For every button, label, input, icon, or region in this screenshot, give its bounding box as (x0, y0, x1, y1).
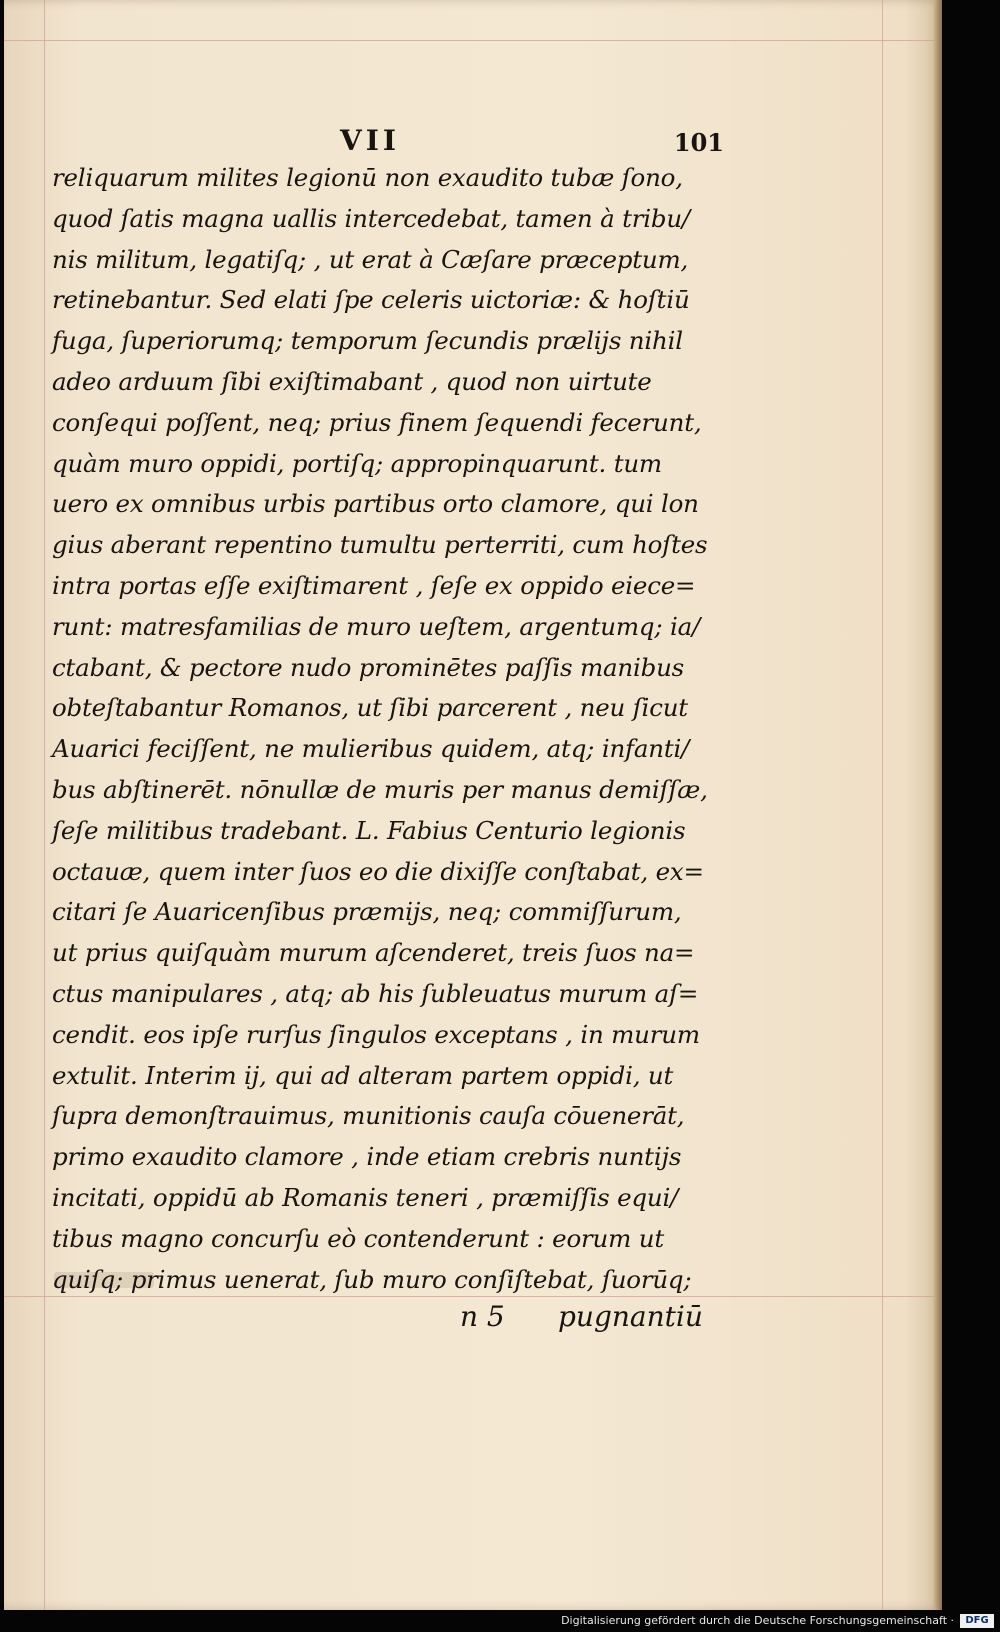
ruled-line-left (44, 0, 45, 1610)
running-head: VII (340, 124, 400, 157)
ruled-line-right (882, 0, 883, 1610)
text-line: gius aberant repentino tumultu perterriti, cum hoſtes (52, 530, 708, 560)
text-line: conſequi poſſent, neq; prius finem ſequendi fecerunt, (52, 407, 702, 437)
text-line: bus abſtinerēt. nōnullæ de muris per manus demiſſæ, (52, 774, 708, 804)
text-block (52, 124, 732, 1342)
funding-text: Digitalisierung gefördert durch die Deutsche Forschungsgemeinschaft · (561, 1614, 954, 1627)
text-line: nis militum, legatiſq; , ut erat à Cæſare præceptum, (52, 244, 689, 274)
text-line: primo exaudito clamore , inde etiam crebris nuntijs (52, 1142, 682, 1172)
text-line: adeo arduum ſibi exiſtimabant , quod non uirtute (52, 366, 652, 396)
text-line: fuga, ſuperiorumq; temporum ſecundis prælijs nihil (52, 326, 683, 356)
funding-bar (0, 1612, 1000, 1632)
text-line: intra portas eſſe exiſtimarent , ſeſe ex oppido eiece= (52, 570, 696, 600)
text-line: reliquarum milites legionū non exaudito tubæ ſono, (52, 163, 683, 192)
body-text (52, 158, 732, 1300)
text-line: cendit. eos ipſe rurſus ſingulos exceptans , in murum (52, 1019, 700, 1049)
book-page (4, 0, 942, 1610)
page-header (52, 124, 732, 158)
text-line: citari ſe Auaricenſibus præmijs, neq; commiſſurum, (52, 897, 682, 927)
dfg-logo: DFG (960, 1614, 994, 1628)
text-line: quod ſatis magna uallis intercedebat, tamen à tribu/ (52, 203, 690, 233)
text-line: ctus manipulares , atq; ab his ſubleuatus murum aſ= (52, 978, 699, 1008)
signature-mark: n 5 (460, 1300, 505, 1334)
text-line: retinebantur. Sed elati ſpe celeris uictoriæ: & hoſtiū (52, 285, 690, 315)
text-line: uero ex omnibus urbis partibus orto clamore, qui lon (52, 489, 699, 519)
text-line: obteſtabantur Romanos, ut ſibi parcerent , neu ſicut (52, 693, 688, 723)
folio-number: 101 (673, 128, 724, 157)
text-line: ut prius quiſquàm murum aſcenderet, treis ſuos na= (52, 938, 695, 968)
text-line: tibus magno concurſu eò contenderunt : eorum ut (52, 1223, 664, 1253)
text-line: ſeſe militibus tradebant. L. Fabius Centurio legionis (52, 815, 686, 845)
catchword: pugnantiū (558, 1300, 703, 1334)
text-line: quàm muro oppidi, portiſq; appropinquarunt. tum (52, 448, 662, 478)
page-footer (52, 1300, 732, 1342)
page-edge (934, 0, 942, 1610)
text-line: runt: matresfamilias de muro ueſtem, argentumq; ia/ (52, 611, 701, 641)
text-line: quiſq; primus uenerat, ſub muro conſiſtebat, ſuorūq; (52, 1264, 692, 1294)
text-line: Auarici feciſſent, ne mulieribus quidem, atq; infanti/ (52, 734, 690, 764)
text-line: octauæ, quem inter ſuos eo die dixiſſe conſtabat, ex= (52, 856, 704, 886)
text-line: incitati, oppidū ab Romanis teneri , præmiſſis equi/ (52, 1182, 679, 1212)
text-line: extulit. Interim ij, qui ad alteram partem oppidi, ut (52, 1060, 674, 1090)
text-line: ſupra demonſtrauimus, munitionis cauſa cōuenerāt, (52, 1101, 685, 1131)
ruled-line-top (4, 40, 942, 41)
text-line: ctabant, & pectore nudo prominētes paſſis manibus (52, 652, 685, 682)
